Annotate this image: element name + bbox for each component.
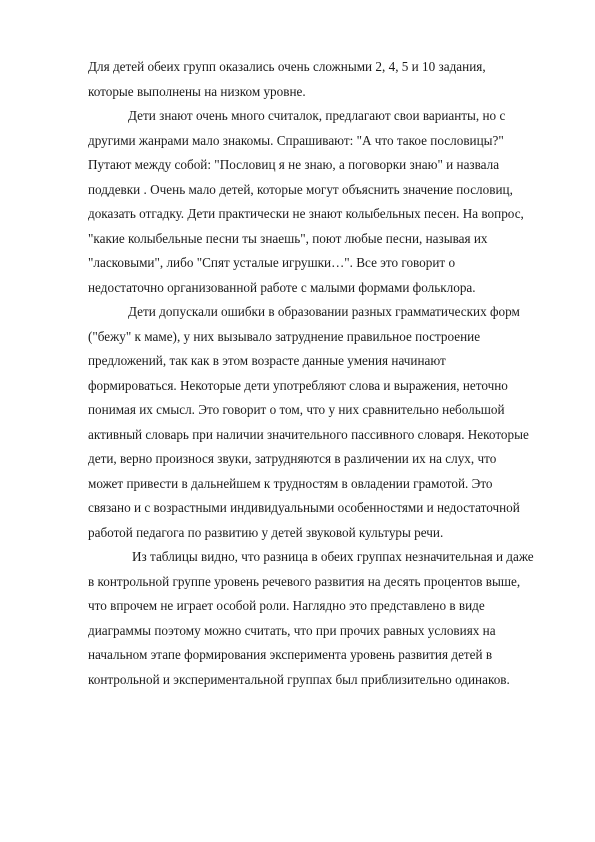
text-line: контрольной и экспериментальной группах был приблизительно одинаков. [88,671,510,687]
text-line: другими жанрами мало знакомы. Спрашивают: "А что такое пословицы?" [88,132,504,148]
document-body [88,55,550,692]
text-line: поддевки . Очень мало детей, которые могут объяснить значение пословиц, [88,181,513,197]
paragraph-4 [88,545,550,692]
text-line: в контрольной группе уровень речевого развития на десять процентов выше, [88,573,521,589]
text-line: диаграммы поэтому можно считать, что при прочих равных условиях на [88,622,496,638]
text-line: Для детей обеих групп оказались очень сложными 2, 4, 5 и 10 задания, [88,59,486,74]
paragraph-2 [88,104,550,300]
text-line: активный словарь при наличии значительного пассивного словаря. Некоторые [88,426,529,442]
text-line: работой педагога по развитию у детей звуковой культуры речи. [88,524,444,540]
text-line: Дети допускали ошибки в образовании разных грамматических форм [128,304,520,319]
text-line: Дети знают очень много считалок, предлагают свои варианты, но с [128,108,506,123]
text-line: "какие колыбельные песни ты знаешь", поют любые песни, называя их [88,230,488,246]
text-line: Путают между собой: "Пословиц я не знаю, а поговорки знаю" и назвала [88,157,500,172]
paragraph-3 [88,300,550,545]
text-line: начальном этапе формирования эксперимента уровень развития детей в [88,647,493,662]
text-line: Из таблицы видно, что разница в обеих группах незначительная и даже [132,549,534,564]
text-line: которые выполнены на низком уровне. [88,83,306,99]
text-line: недостаточно организованной работе с малыми формами фольклора. [88,279,476,295]
text-line: предложений, так как в этом возрасте данные умения начинают [88,353,446,368]
text-line: дети, верно произнося звуки, затрудняются в различении их на слух, что [88,451,497,466]
text-line: формироваться. Некоторые дети употребляют слова и выражения, неточно [88,377,508,393]
text-line: ("бежу" к маме), у них вызывало затруднение правильное построение [88,328,481,344]
paragraph-1 [88,55,550,104]
text-line: доказать отгадку. Дети практически не знают колыбельных песен. На вопрос, [88,206,524,221]
text-line: что впрочем не играет особой роли. Наглядно это представлено в виде [88,598,485,613]
text-line: связано и с возрастными индивидуальными особенностями и недостаточной [88,500,520,515]
text-line: понимая их смысл. Это говорит о том, что у них сравнительно небольшой [88,402,505,417]
text-line: "ласковыми", либо "Спят усталые игрушки…". Все это говорит о [88,255,456,270]
text-line: может привести в дальнейшем к трудностям в овладении грамотой. Это [88,475,493,491]
